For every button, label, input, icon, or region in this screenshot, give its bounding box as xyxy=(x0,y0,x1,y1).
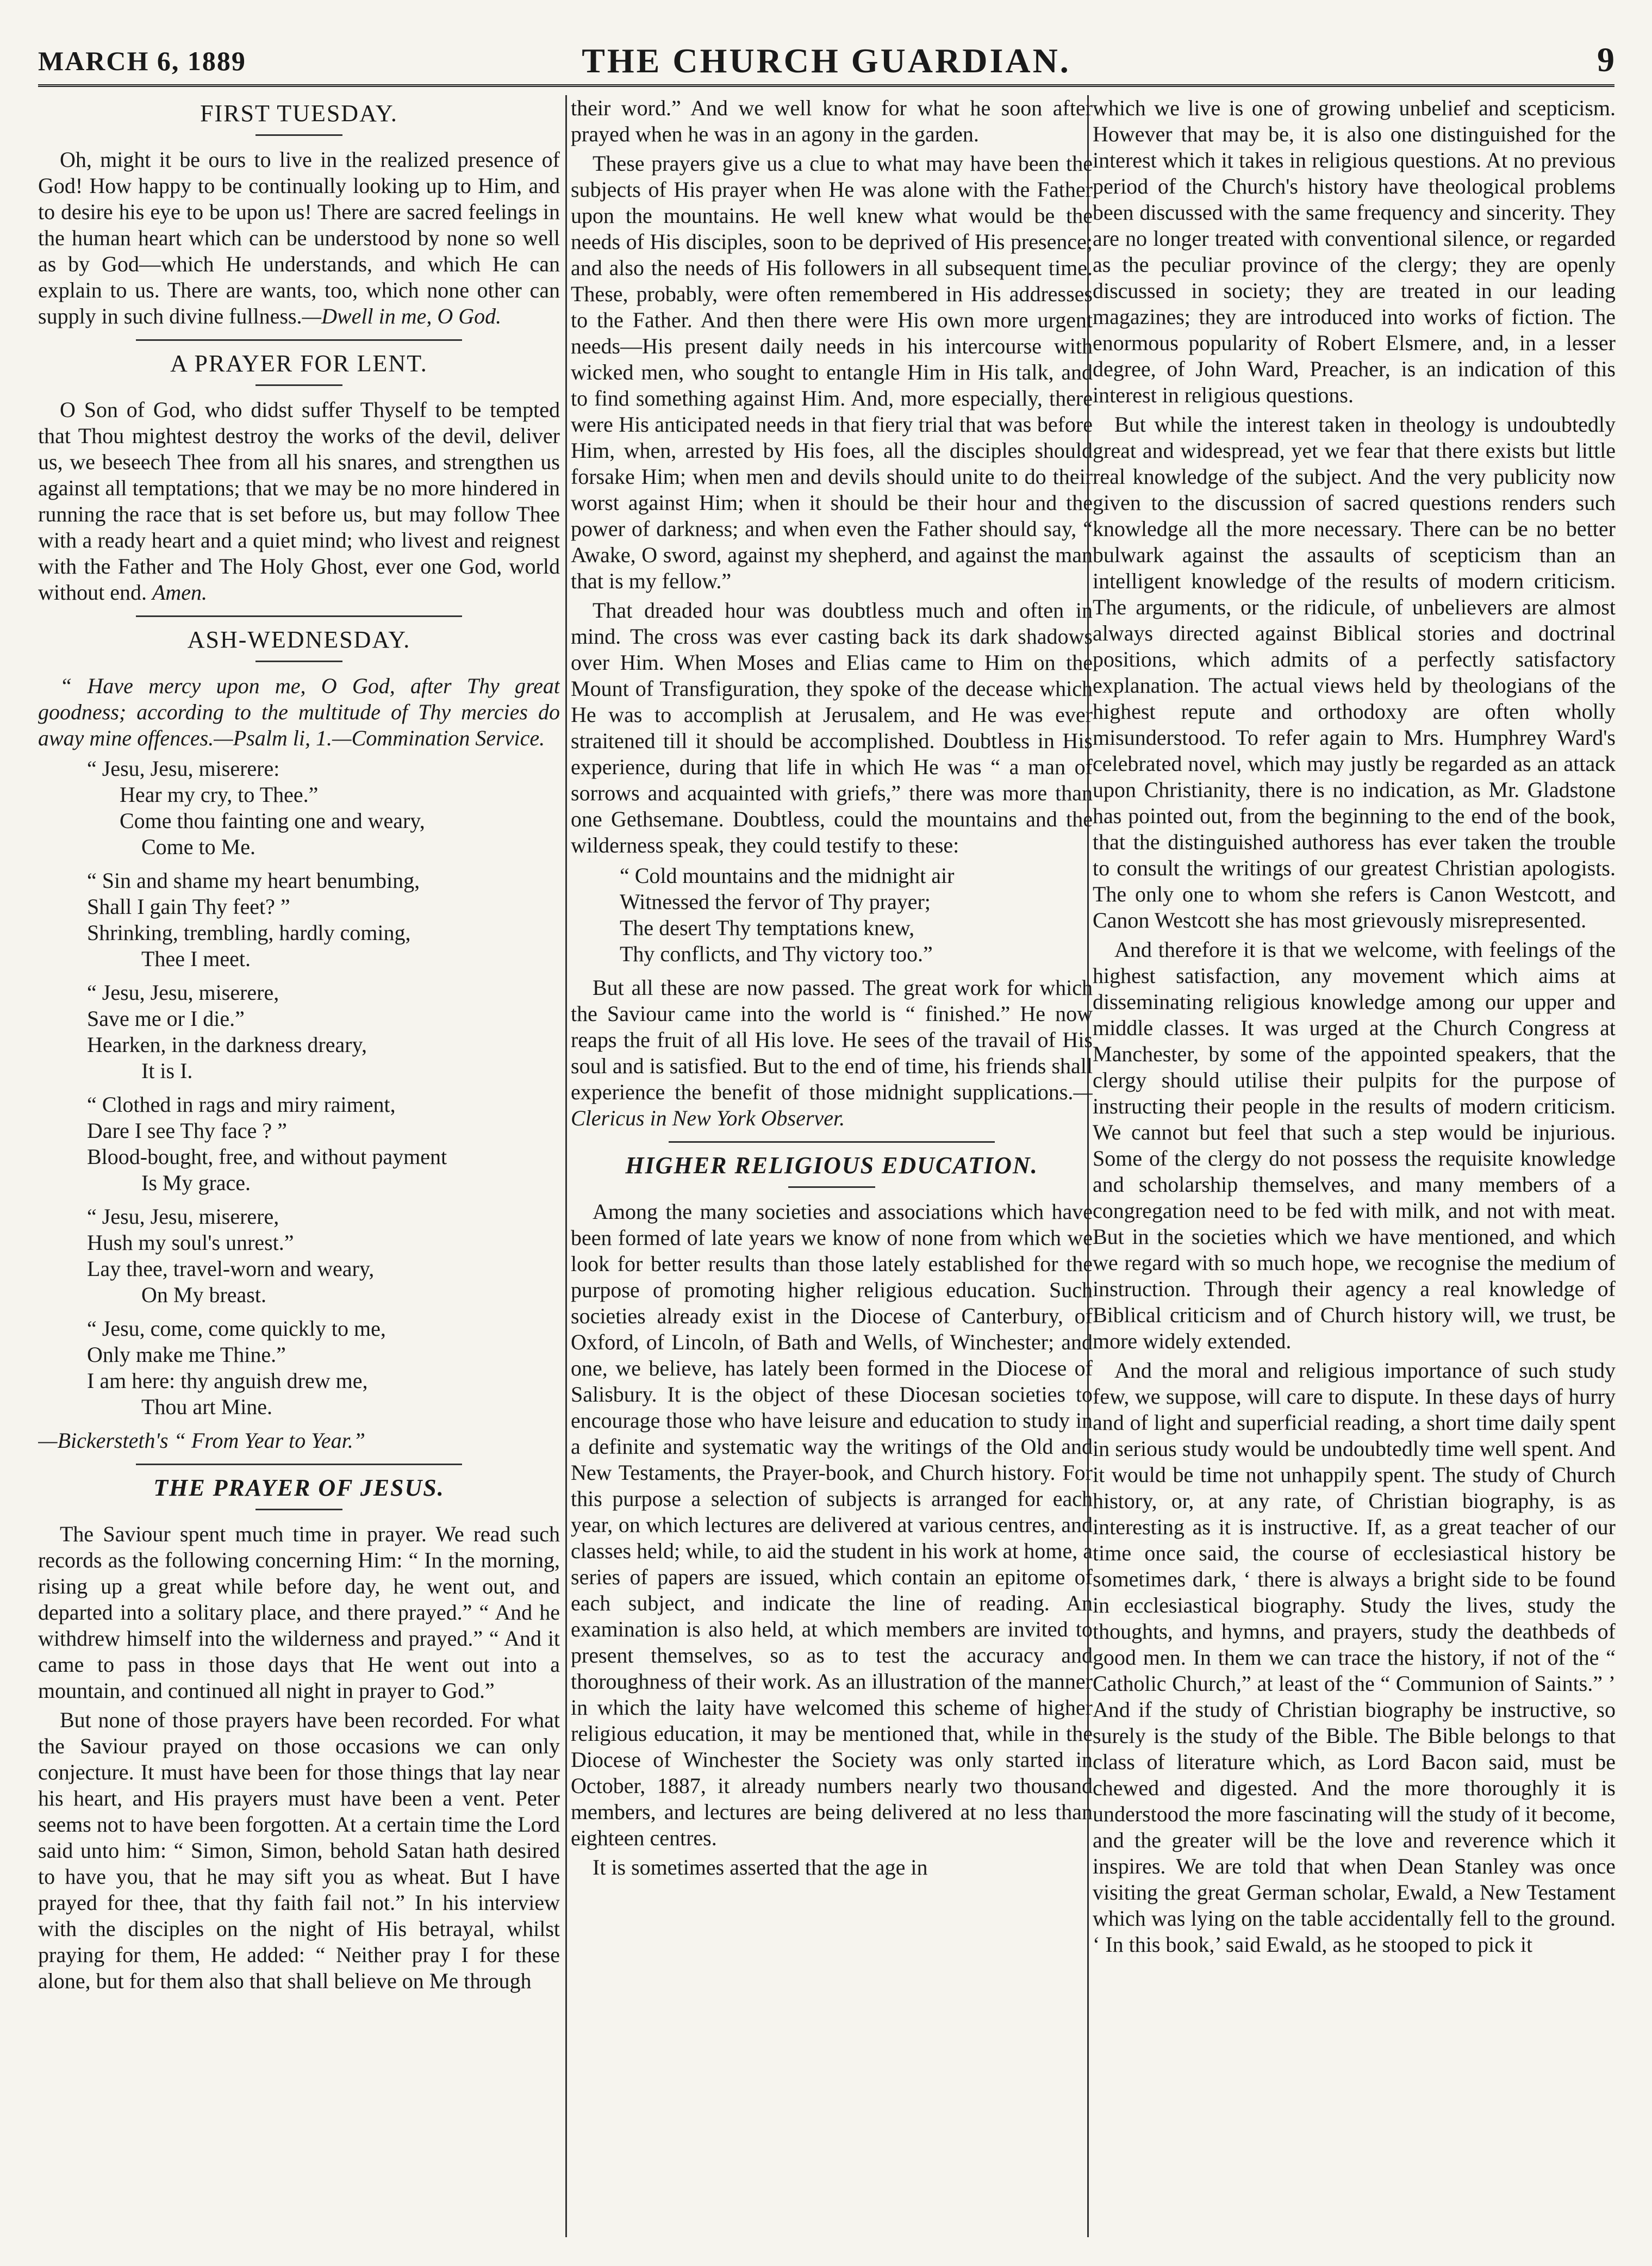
verse-line: Hush my soul's unrest.” xyxy=(87,1230,294,1255)
poem-quote xyxy=(571,863,1093,967)
article-source: —Dwell in me, O God. xyxy=(302,304,502,328)
article-body: O Son of God, who didst suffer Thyself to be tempted that Thou mightest destroy the works of the devil, deliver us, we beseech Thee from all his snares, and strengthen us against all temptations; that we may be no more hindered in running the race that is set before us, but may follow Thee with a ready heart and a quiet mind; who livest and reignest with the Father and The Holy Ghost, ever one God, world without end. Amen. xyxy=(38,397,560,605)
column-divider xyxy=(565,95,567,2237)
section-rule xyxy=(669,1141,995,1143)
poem-stanza xyxy=(38,868,560,972)
verse-line: Hear my cry, to Thee.” xyxy=(120,782,319,807)
verse-line: “ Clothed in rags and miry raiment, xyxy=(87,1092,396,1117)
column-2 xyxy=(571,95,1093,2237)
verse-line: “ Sin and shame my heart benumbing, xyxy=(87,868,420,893)
section-rule xyxy=(136,1464,462,1465)
article-body: which we live is one of growing unbelief and scepticism. However that may be, it is also one distinguished for the interest which it takes in religious questions. At no previous period of the Church's history have theological problems been discussed with the same frequency and sincerity. They are no longer treated with conventional silence, or regarded as the peculiar province of the clergy; they are openly discussed in society; they are treated in our leading magazines; they are introduced into works of fiction. The enormous popularity of Robert Elsmere, and, in a lesser degree, of John Ward, Preacher, is an indication of this interest in religious questions. xyxy=(1093,96,1616,407)
article-body: That dreaded hour was doubtless much and often in mind. The cross was ever casting back its dark shadows over Him. When Moses and Elias came to Him on the Mount of Transfiguration, they spoke of the decease which He was to accomplish at Jerusalem, and He was ever straitened till it should be accomplished. Doubtless in His experience, during that life in which He was “ a man of sorrows and acquainted with griefs,” there was more than one Gethsemane. Doubtless, could the mountains and the wilderness speak, they could testify to these: xyxy=(571,598,1093,857)
amen-text: Amen. xyxy=(152,580,208,605)
verse-line: Only make me Thine.” xyxy=(87,1342,286,1367)
verse-line: Shall I gain Thy feet? ” xyxy=(87,894,290,919)
article-source: —Clericus in New York Observer. xyxy=(571,1080,1093,1130)
verse-line: The desert Thy temptations knew, xyxy=(620,916,915,940)
masthead xyxy=(38,30,1614,87)
verse-line: Come thou fainting one and weary, xyxy=(120,808,425,833)
article-title-prayer-lent: A PRAYER FOR LENT. xyxy=(170,350,428,377)
article-body: Among the many societies and associations which have been formed of late years we know of none from which we look for better results than those lately established for the purpose of promoting higher religious education. Such societies already exist in the Diocese of Canterbury, of Oxford, of Lincoln, of Bath and Wells, of Winchester; and one, we believe, has lately been formed in the Diocese of Salisbury. It is the object of these Diocesan societies to encourage those who have leisure and education to study in a definite and systematic way the writings of the Old and New Testaments, the Prayer-book, and Church history. For this purpose a selection of subjects is arranged for each year, on which lectures are delivered at various centres, and classes held; while, to aid the student in his work at home, a series of papers are issued, which contain an epitome of each subject, and indicate the line of reading. An examination is also held, at which members are invited to present themselves, so as to test the accuracy and thoroughness of their work. As an illustration of the manner in which the laity have welcomed this scheme of higher religious education, it may be mentioned that, while in the Diocese of Winchester the Society was only started in October, 1887, it already numbers nearly two thousand members, and lectures are being delivered at no less than eighteen centres. xyxy=(571,1199,1093,1850)
verse-line: Dare I see Thy face ? ” xyxy=(87,1118,287,1143)
column-3 xyxy=(1093,95,1616,2237)
article-body: their word.” And we well know for what he soon after prayed when he was in an agony in the garden. xyxy=(571,96,1093,146)
article-body: These prayers give us a clue to what may have been the subjects of His prayer when He was alone with the Father upon the mountains. He well knew what would be the needs of His disciples, soon to be deprived of His presence; and also the needs of His followers in all subsequent time. These, probably, were often remembered in His addresses to the Father. And then there were His own more urgent needs—His present daily needs in his intercourse with wicked men, who sought to entangle Him in His talk, and to find something against Him. And, more especially, there were His anticipated needs in that fiery trial that was before Him, when, arrested by His foes, all the disciples should forsake Him; when men and devils should unite to do their worst against Him; when it should be their hour and the power of darkness; and when even the Father should say, “ Awake, O sword, against my shepherd, and against the man that is my fellow.” xyxy=(571,151,1093,593)
verse-line: I am here: thy anguish drew me, xyxy=(87,1368,368,1393)
section-rule xyxy=(136,615,462,617)
verse-line: “ Jesu, Jesu, miserere: xyxy=(87,756,280,781)
verse-line: Save me or I die.” xyxy=(87,1006,245,1031)
verse-line: Blood-bought, free, and without payment xyxy=(87,1144,447,1169)
section-rule xyxy=(255,1509,342,1510)
article-body: And therefore it is that we welcome, with feelings of the highest satisfaction, any movement which aims at disseminating religious knowledge among our upper and middle classes. It was urged at the Church Congress at Manchester, by some of the appointed speakers, that the clergy should utilise their pulpits for the purpose of instructing their people in the results of modern criticism. We cannot but feel that such a step would be injurious. Some of the clergy do not possess the requisite knowledge and scholarship themselves, and many members of a congregation need to be fed with milk, and not with meat. But in the societies which we have mentioned, and which we regard with so much hope, we recognise the medium of instruction. Through their agency a real knowledge of Biblical criticism and of Church history will, we trust, be more widely extended. xyxy=(1093,937,1616,1353)
poem-stanza xyxy=(38,980,560,1084)
epigraph: “ Have mercy upon me, O God, after Thy great goodness; according to the multitude of Thy mercies do away mine offences.—Psalm li, 1.—Commination Service. xyxy=(38,674,560,750)
verse-line: “ Cold mountains and the midnight air xyxy=(620,863,955,888)
verse-line: It is I. xyxy=(141,1059,193,1083)
verse-line: “ Jesu, Jesu, miserere, xyxy=(87,980,279,1005)
verse-line: “ Jesu, come, come quickly to me, xyxy=(87,1316,386,1341)
verse-line: “ Jesu, Jesu, miserere, xyxy=(87,1204,279,1229)
poem-stanza xyxy=(38,1316,560,1420)
article-title-prayer-jesus: THE PRAYER OF JESUS. xyxy=(153,1474,445,1501)
article-body: The Saviour spent much time in prayer. We read such records as the following concerning Him: “ In the morning, rising up a great while before day, he went out, and departed into a solitary place, and there prayed.” “ And he withdrew himself into the wilderness and prayed.” “ And it came to pass in those days that He went out into a mountain, and continued all night in prayer to God.” xyxy=(38,1522,560,1703)
poem-stanza xyxy=(38,1204,560,1308)
article-title-first-tuesday: FIRST TUESDAY. xyxy=(200,100,398,127)
verse-line: Hearken, in the darkness dreary, xyxy=(87,1032,367,1057)
section-rule xyxy=(255,384,342,386)
article-body: But while the interest taken in theology is undoubtedly great and widespread, yet we fear that there exists but little real knowledge of the subject. And the very publicity now given to the discussion of sacred questions renders such knowledge all the more necessary. There can be no better bulwark against the assaults of scepticism than an intelligent knowledge of the results of modern criticism. The arguments, or the ridicule, of unbelievers are almost always directed against Biblical stories and doctrinal positions, which admits of a perfectly satisfactory explanation. The actual views held by theologians of the highest repute and orthodoxy are often wholly misunderstood. To refer again to Mrs. Humphrey Ward's celebrated novel, which may justly be regarded as an attack upon Christianity, there is no indication, as Mr. Gladstone has pointed out, from the beginning to the end of the book, that the distinguished authoress has ever taken the trouble to consult the writings of our greatest Christian apologists. The only one to whom she refers is Canon Westcott, and Canon Westcott she has most grievously misrepresented. xyxy=(1093,412,1616,932)
poem-stanza xyxy=(38,756,560,860)
column-1 xyxy=(38,95,560,2237)
article-body: It is sometimes asserted that the age in xyxy=(593,1855,928,1879)
verse-line: Thy conflicts, and Thy victory too.” xyxy=(620,942,933,966)
section-rule xyxy=(255,134,342,136)
article-body: And the moral and religious importance of such study few, we suppose, will care to dispute. In these days of hurry and of light and superficial reading, a short time daily spent in serious study would be undoubtedly time well spent. And it would be time not unhappily spent. The study of Church history, or, at any rate, of Christian biography, is as interesting as it is instructive. If, as a great teacher of our time once said, the course of ecclesiastical history be sometimes dark, ‘ there is always a bright side to be found in ecclesiastical biography. Study the lives, study the thoughts, and hymns, and prayers, study the deathbeds of good men. In them we can trace the history, if not of the “ Catholic Church,” at least of the “ Communion of Saints.” ’ And if the study of Christian biography be instructive, so surely is the study of the Bible. The Bible belongs to that class of literature which, as Lord Bacon said, must be chewed and digested. And the more thoroughly it is understood the more fascinating will the study of it become, and the greater will be the love and reverence which it inspires. We are told that when Dean Stanley was once visiting the great German scholar, Ewald, a New Testament which was lying on the table accidentally fell to the ground. ‘ In this book,’ said Ewald, as he stooped to pick it xyxy=(1093,1358,1616,1957)
article-body: Oh, might it be ours to live in the realized presence of God! How happy to be continually looking up to Him, and to desire his eye to be upon us! There are sacred feelings in the human heart which can be understood by none so well as by God—which He understands, and which He can explain to us. There are wants, too, which none other can supply in such divine fullness.—Dwell in me, O God. xyxy=(38,147,560,328)
issue-date: MARCH 6, 1889 xyxy=(38,46,246,76)
section-rule xyxy=(136,339,462,341)
article-title-ash-wednesday: ASH-WEDNESDAY. xyxy=(187,626,411,653)
verse-line: Thou art Mine. xyxy=(141,1395,273,1419)
section-rule xyxy=(255,661,342,662)
verse-line: Witnessed the fervor of Thy prayer; xyxy=(620,889,931,914)
verse-line: Come to Me. xyxy=(141,835,255,859)
newspaper-title: THE CHURCH GUARDIAN. xyxy=(582,41,1071,80)
article-body: But none of those prayers have been recorded. For what the Saviour prayed on those occasions we can only conjecture. It must have been for those things that lay near his heart, and His prayers must have been a vent. Peter seems not to have been forgotten. At a certain time the Lord said unto him: “ Simon, Simon, behold Satan hath desired to have you, that he may sift you as wheat. But I have prayed for thee, that thy faith fail not.” In his interview with the disciples on the night of His betrayal, whilst praying for them, He added: “ Neither pray I for these alone, but for them also that shall believe on Me through xyxy=(38,1708,560,1993)
article-title-higher-education: HIGHER RELIGIOUS EDUCATION. xyxy=(625,1152,1038,1179)
verse-line: Lay thee, travel-worn and weary, xyxy=(87,1256,375,1281)
poem-stanza xyxy=(38,1092,560,1196)
section-rule xyxy=(788,1186,875,1188)
verse-line: Is My grace. xyxy=(141,1171,251,1195)
verse-line: On My breast. xyxy=(141,1283,266,1307)
verse-line: Shrinking, trembling, hardly coming, xyxy=(87,920,411,945)
page-number: 9 xyxy=(1597,40,1614,79)
poem-source: —Bickersteth's “ From Year to Year.” xyxy=(38,1428,365,1453)
article-body: But all these are now passed. The great work for which the Saviour came into the world is “ finished.” He now reaps the fruit of all His love. He sees of the travail of His soul and is satisfied. But to the end of time, his friends shall experience the benefit of those midnight supplications.—Clericus in New York Observer. xyxy=(571,975,1093,1130)
verse-line: Thee I meet. xyxy=(141,947,251,971)
